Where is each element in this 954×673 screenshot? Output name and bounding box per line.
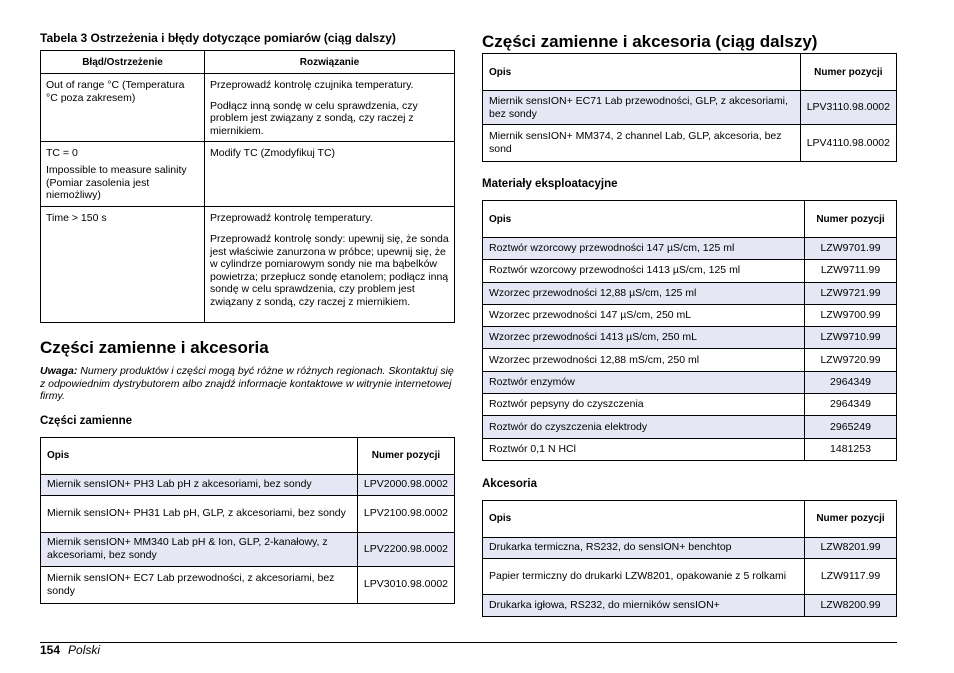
item-number-cell: LPV2000.98.0002 [357,474,454,495]
solution-text: Podłącz inną sondę w celu sprawdzenia, czy problem jest związany z sondą, czy raczej z miernikiem. [210,99,418,137]
table-row [41,566,455,603]
item-number-cell: LZW8201.99 [805,537,897,558]
description-cell: Wzorzec przewodności 1413 µS/cm, 250 mL [483,327,805,349]
description-cell: Miernik sensION+ PH3 Lab pH z akcesoriami, bez sondy [41,474,358,495]
error-header: Błąd/Ostrzeżenie [41,51,205,74]
table-row [483,327,897,349]
solution-cell [205,74,455,142]
solution-header: Rozwiązanie [205,51,455,74]
description-cell: Miernik sensION+ MM374, 2 channel Lab, GLP, akcesoria, bez sond [483,125,801,162]
item-number-cell: 2965249 [805,416,897,438]
item-number-cell: LZW9710.99 [805,327,897,349]
solution-text: Przeprowadź kontrolę sondy: upewnij się, że sonda jest właściwie zanurzona w próbce; upewnij się, że w cylindrze pomiarowym sondy nie ma bąbelków powietrza; przepłucz sondę etanolem; podłącz inną sondę w celu sprawdzenia, czy problem jest związany z sondą, czy raczej z miernikiem. [210,232,449,308]
item-number-header: Numer pozycji [805,500,897,537]
table-row [483,304,897,326]
solution-text: Modify TC (Zmodyfikuj TC) [210,147,336,160]
page-number: 154 [40,643,61,657]
item-number-header: Numer pozycji [800,54,896,91]
table-row [41,495,455,532]
table-row [483,416,897,438]
solution-text: Przeprowadź kontrolę czujnika temperatury. [210,79,414,91]
table-row [483,91,897,125]
solution-text: Przeprowadź kontrolę temperatury. [210,212,373,225]
table-row [483,558,897,594]
description-cell: Miernik sensION+ MM340 Lab pH & Ion, GLP, 2-kanałowy, z akcesoriami, bez sondy [41,532,358,566]
consumables-table [482,200,897,461]
table-row [483,438,897,460]
parts-title: Części zamienne [40,414,133,427]
item-number-cell: LZW9711.99 [805,260,897,282]
description-cell: Roztwór 0,1 N HCl [483,438,805,460]
table-row [483,260,897,282]
consumables-title: Materiały eksploatacyjne [482,178,618,190]
description-cell: Roztwór enzymów [483,371,805,393]
footer-language: Polski [68,643,101,657]
description-header: Opis [483,500,805,537]
table-row [41,474,455,495]
table-row [483,125,897,162]
error-cell [41,74,205,142]
error-table [40,50,455,323]
description-cell: Roztwór pepsyny do czyszczenia [483,394,805,416]
section-title: Części zamienne i akcesoria [40,338,269,358]
description-cell: Papier termiczny do drukarki LZW8201, opakowanie z 5 rolkami [483,558,805,594]
item-number-cell: LZW9701.99 [805,238,897,260]
error-cell [41,207,205,323]
item-number-cell: 2964349 [805,371,897,393]
accessories-table [482,500,897,617]
table-row [41,74,455,142]
table-row [483,371,897,393]
item-number-cell: LZW9721.99 [805,282,897,304]
error-text: Impossible to measure salinity (Pomiar zasolenia jest niemożliwy) [46,163,187,202]
parts-table-continued [482,53,897,162]
item-number-cell: LPV2100.98.0002 [357,495,454,532]
table-row [483,594,897,616]
table-caption: Tabela 3 Ostrzeżenia i błędy dotyczące pomiarów (ciąg dalszy) [40,31,396,45]
right-column [482,30,897,617]
description-cell: Roztwór do czyszczenia elektrody [483,416,805,438]
description-header: Opis [483,201,805,238]
description-cell: Wzorzec przewodności 12,88 µS/cm, 125 ml [483,282,805,304]
item-number-cell: LPV3010.98.0002 [357,566,454,603]
description-cell: Wzorzec przewodności 147 µS/cm, 250 mL [483,304,805,326]
description-header: Opis [483,54,801,91]
table-row [483,394,897,416]
note-label: Uwaga: [40,365,78,378]
page-footer [40,643,100,657]
description-cell: Miernik sensION+ PH31 Lab pH, GLP, z akcesoriami, bez sondy [41,495,358,532]
solution-cell [205,207,455,323]
parts-table [40,437,455,604]
item-number-header: Numer pozycji [805,201,897,238]
description-header: Opis [41,437,358,474]
table-row [41,532,455,566]
note-text: Numery produktów i części mogą być różne w różnych regionach. Skontaktuj się z odpowiednim dystrybutorem albo znajdź informacje kontaktowe w witrynie internetowej firmy. [40,365,454,403]
item-number-cell: LZW9720.99 [805,349,897,371]
description-cell: Wzorzec przewodności 12,88 mS/cm, 250 ml [483,349,805,371]
description-cell: Drukarka termiczna, RS232, do sensION+ benchtop [483,537,805,558]
item-number-cell: LPV3110.98.0002 [800,91,896,125]
table-row [483,349,897,371]
item-number-header: Numer pozycji [357,437,454,474]
item-number-cell: LZW8200.99 [805,594,897,616]
item-number-cell: LZW9700.99 [805,304,897,326]
item-number-cell: 1481253 [805,438,897,460]
item-number-cell: LPV2200.98.0002 [357,532,454,566]
table-row [41,142,455,207]
error-text: Time > 150 s [46,212,107,225]
left-column [40,30,455,604]
accessories-title: Akcesoria [482,477,537,490]
description-cell: Miernik sensION+ EC7 Lab przewodności, z akcesoriami, bez sondy [41,566,358,603]
description-cell: Roztwór wzorcowy przewodności 147 µS/cm, 125 ml [483,238,805,260]
error-text: Out of range °C (Temperatura °C poza zakresem) [46,79,185,104]
description-cell: Miernik sensION+ EC71 Lab przewodności, GLP, z akcesoriami, bez sondy [483,91,801,125]
table-row [483,238,897,260]
error-cell [41,142,205,207]
description-cell: Drukarka igłowa, RS232, do mierników sensION+ [483,594,805,616]
table-row [41,207,455,323]
section-title: Części zamienne i akcesoria (ciąg dalszy) [482,32,818,51]
note [40,365,455,403]
description-cell: Roztwór wzorcowy przewodności 1413 µS/cm, 125 ml [483,260,805,282]
item-number-cell: 2964349 [805,394,897,416]
footer-divider [40,642,897,643]
solution-cell [205,142,455,207]
item-number-cell: LZW9117.99 [805,558,897,594]
item-number-cell: LPV4110.98.0002 [800,125,896,162]
table-row [483,537,897,558]
table-row [483,282,897,304]
error-text: TC = 0 [46,147,78,160]
